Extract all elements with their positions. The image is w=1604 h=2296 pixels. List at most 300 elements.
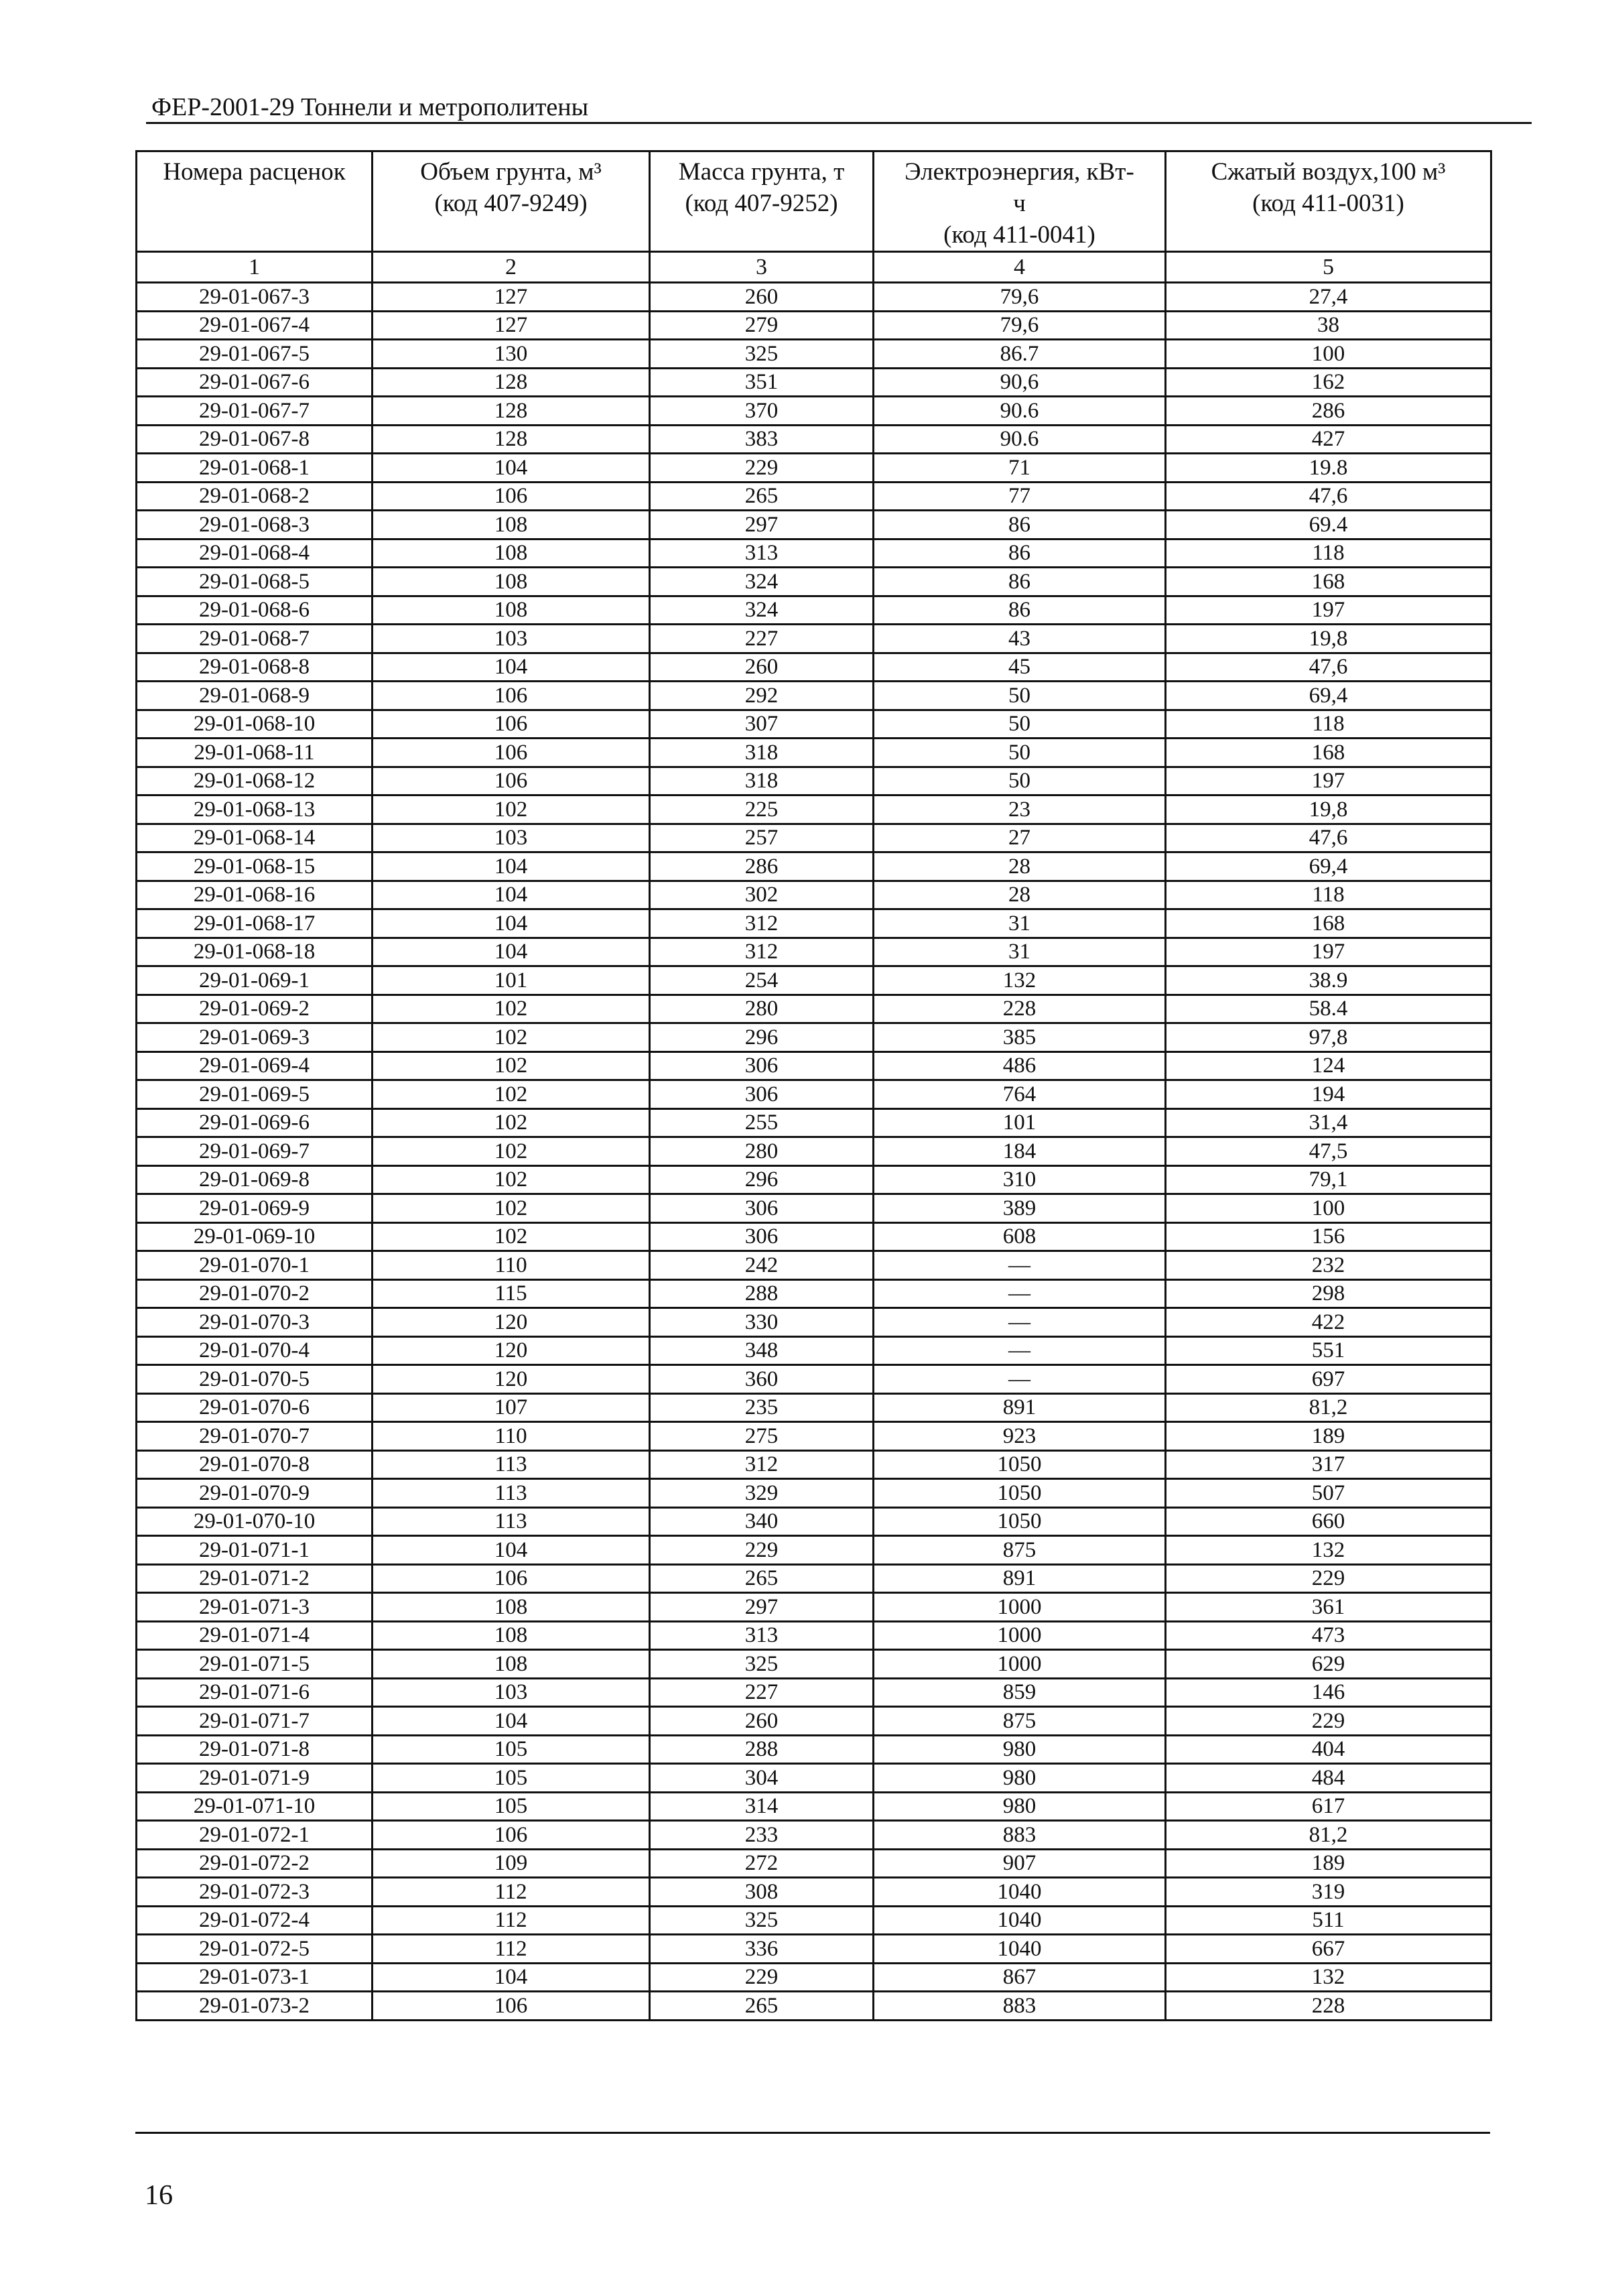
electricity-cell: 764 — [874, 1080, 1166, 1109]
soil-volume-cell: 102 — [373, 1194, 650, 1223]
compressed-air-cell: 100 — [1166, 1194, 1491, 1223]
table-row — [137, 1821, 1491, 1850]
table-row — [137, 682, 1491, 710]
table-row — [137, 397, 1491, 426]
electricity-cell: 86 — [874, 511, 1166, 539]
table-row — [137, 1393, 1491, 1422]
rate-number-cell: 29-01-069-1 — [137, 966, 373, 995]
table-body — [137, 283, 1491, 2021]
rate-number-cell: 29-01-068-17 — [137, 909, 373, 938]
soil-volume-cell: 110 — [373, 1251, 650, 1280]
rate-number-cell: 29-01-067-8 — [137, 425, 373, 454]
soil-volume-cell: 102 — [373, 1165, 650, 1194]
table-row — [137, 1678, 1491, 1707]
compressed-air-cell: 168 — [1166, 568, 1491, 596]
electricity-cell: 86 — [874, 568, 1166, 596]
table-row — [137, 1707, 1491, 1736]
column-header-soil-mass — [650, 151, 874, 252]
soil-mass-cell: 325 — [650, 1906, 874, 1935]
rate-number-cell: 29-01-070-7 — [137, 1422, 373, 1451]
soil-mass-cell: 313 — [650, 1621, 874, 1650]
soil-mass-cell: 275 — [650, 1422, 874, 1451]
table-row — [137, 340, 1491, 369]
electricity-cell: 923 — [874, 1422, 1166, 1451]
electricity-cell: 43 — [874, 625, 1166, 653]
table-row — [137, 1621, 1491, 1650]
table-row — [137, 596, 1491, 625]
electricity-cell: 1040 — [874, 1906, 1166, 1935]
soil-volume-cell: 127 — [373, 311, 650, 340]
compressed-air-cell: 19,8 — [1166, 795, 1491, 824]
compressed-air-cell: 189 — [1166, 1422, 1491, 1451]
table-row — [137, 1194, 1491, 1223]
table-row — [137, 1422, 1491, 1451]
column-header-electricity — [874, 151, 1166, 252]
soil-volume-cell: 112 — [373, 1906, 650, 1935]
soil-mass-cell: 370 — [650, 397, 874, 426]
soil-volume-cell: 106 — [373, 682, 650, 710]
soil-volume-cell: 102 — [373, 1051, 650, 1080]
soil-volume-cell: 105 — [373, 1735, 650, 1764]
rate-number-cell: 29-01-072-5 — [137, 1935, 373, 1964]
table-row — [137, 1650, 1491, 1679]
electricity-cell: 310 — [874, 1165, 1166, 1194]
rates-table — [135, 150, 1492, 2021]
soil-volume-cell: 104 — [373, 1536, 650, 1565]
table-row — [137, 1365, 1491, 1394]
compressed-air-cell: 286 — [1166, 397, 1491, 426]
rate-number-cell: 29-01-070-10 — [137, 1507, 373, 1536]
rate-number-cell: 29-01-068-10 — [137, 710, 373, 739]
soil-mass-cell: 330 — [650, 1308, 874, 1337]
electricity-cell: 980 — [874, 1764, 1166, 1793]
electricity-cell: 385 — [874, 1023, 1166, 1052]
compressed-air-cell: 629 — [1166, 1650, 1491, 1679]
soil-mass-cell: 348 — [650, 1336, 874, 1365]
soil-volume-cell: 104 — [373, 1707, 650, 1736]
soil-volume-cell: 102 — [373, 1137, 650, 1166]
table-row — [137, 1080, 1491, 1109]
compressed-air-cell: 118 — [1166, 539, 1491, 568]
soil-volume-cell: 104 — [373, 1963, 650, 1992]
electricity-cell: 45 — [874, 653, 1166, 682]
soil-volume-cell: 106 — [373, 767, 650, 795]
soil-volume-cell: 102 — [373, 1023, 650, 1052]
electricity-cell: — — [874, 1279, 1166, 1308]
electricity-cell: 86.7 — [874, 340, 1166, 369]
soil-volume-cell: 127 — [373, 283, 650, 312]
rate-number-cell: 29-01-067-4 — [137, 311, 373, 340]
compressed-air-cell: 19.8 — [1166, 454, 1491, 483]
table-row — [137, 425, 1491, 454]
column-number: 2 — [373, 252, 650, 283]
soil-mass-cell: 318 — [650, 767, 874, 795]
table-row — [137, 1878, 1491, 1907]
electricity-cell: 90.6 — [874, 397, 1166, 426]
soil-mass-cell: 227 — [650, 1678, 874, 1707]
soil-mass-cell: 257 — [650, 824, 874, 852]
electricity-cell: 883 — [874, 1992, 1166, 2021]
electricity-cell: 389 — [874, 1194, 1166, 1223]
column-header-line: Сжатый воздух,100 м³ — [1211, 158, 1446, 186]
table-row — [137, 739, 1491, 767]
soil-mass-cell: 306 — [650, 1051, 874, 1080]
electricity-cell: 891 — [874, 1564, 1166, 1593]
table-row — [137, 1222, 1491, 1251]
electricity-cell: 907 — [874, 1849, 1166, 1878]
electricity-cell: 1050 — [874, 1507, 1166, 1536]
compressed-air-cell: 132 — [1166, 1536, 1491, 1565]
rate-number-cell: 29-01-068-14 — [137, 824, 373, 852]
electricity-cell: 1050 — [874, 1479, 1166, 1508]
soil-volume-cell: 112 — [373, 1878, 650, 1907]
table-row — [137, 1735, 1491, 1764]
rate-number-cell: 29-01-067-7 — [137, 397, 373, 426]
rate-number-cell: 29-01-067-3 — [137, 283, 373, 312]
table-row — [137, 1137, 1491, 1166]
electricity-cell: 23 — [874, 795, 1166, 824]
soil-volume-cell: 106 — [373, 1564, 650, 1593]
rate-number-cell: 29-01-070-2 — [137, 1279, 373, 1308]
compressed-air-cell: 617 — [1166, 1792, 1491, 1821]
table-row — [137, 1479, 1491, 1508]
table-row — [137, 1564, 1491, 1593]
soil-volume-cell: 108 — [373, 511, 650, 539]
electricity-cell: 228 — [874, 995, 1166, 1023]
rate-number-cell: 29-01-068-3 — [137, 511, 373, 539]
soil-volume-cell: 104 — [373, 454, 650, 483]
soil-mass-cell: 324 — [650, 596, 874, 625]
page-number: 16 — [145, 2180, 173, 2211]
soil-mass-cell: 325 — [650, 340, 874, 369]
rate-number-cell: 29-01-068-13 — [137, 795, 373, 824]
compressed-air-cell: 79,1 — [1166, 1165, 1491, 1194]
soil-mass-cell: 229 — [650, 1536, 874, 1565]
table-row — [137, 1507, 1491, 1536]
rate-number-cell: 29-01-068-8 — [137, 653, 373, 682]
compressed-air-cell: 194 — [1166, 1080, 1491, 1109]
electricity-cell: 86 — [874, 539, 1166, 568]
soil-mass-cell: 312 — [650, 909, 874, 938]
electricity-cell: 1040 — [874, 1878, 1166, 1907]
soil-volume-cell: 108 — [373, 1650, 650, 1679]
table-row — [137, 1849, 1491, 1878]
rate-number-cell: 29-01-068-18 — [137, 938, 373, 966]
compressed-air-cell: 511 — [1166, 1906, 1491, 1935]
table-row — [137, 1992, 1491, 2021]
rate-number-cell: 29-01-069-6 — [137, 1108, 373, 1137]
compressed-air-cell: 189 — [1166, 1849, 1491, 1878]
soil-mass-cell: 336 — [650, 1935, 874, 1964]
soil-mass-cell: 302 — [650, 881, 874, 909]
rate-number-cell: 29-01-069-7 — [137, 1137, 373, 1166]
electricity-cell: — — [874, 1336, 1166, 1365]
soil-mass-cell: 304 — [650, 1764, 874, 1793]
rate-number-cell: 29-01-073-1 — [137, 1963, 373, 1992]
compressed-air-cell: 551 — [1166, 1336, 1491, 1365]
soil-volume-cell: 103 — [373, 824, 650, 852]
rate-number-cell: 29-01-070-6 — [137, 1393, 373, 1422]
table-row — [137, 881, 1491, 909]
rate-number-cell: 29-01-068-15 — [137, 852, 373, 881]
soil-mass-cell: 255 — [650, 1108, 874, 1137]
rate-number-cell: 29-01-069-5 — [137, 1080, 373, 1109]
compressed-air-cell: 168 — [1166, 909, 1491, 938]
compressed-air-cell: 118 — [1166, 710, 1491, 739]
table-row — [137, 767, 1491, 795]
soil-mass-cell: 340 — [650, 1507, 874, 1536]
table-row — [137, 311, 1491, 340]
soil-volume-cell: 102 — [373, 995, 650, 1023]
header-rule — [146, 122, 1532, 124]
compressed-air-cell: 229 — [1166, 1707, 1491, 1736]
soil-volume-cell: 102 — [373, 1080, 650, 1109]
compressed-air-cell: 81,2 — [1166, 1821, 1491, 1850]
table-row — [137, 511, 1491, 539]
soil-volume-cell: 128 — [373, 425, 650, 454]
rate-number-cell: 29-01-068-16 — [137, 881, 373, 909]
soil-volume-cell: 105 — [373, 1792, 650, 1821]
soil-mass-cell: 325 — [650, 1650, 874, 1679]
rate-number-cell: 29-01-070-5 — [137, 1365, 373, 1394]
column-header-line: Объем грунта, м³ — [420, 158, 602, 186]
compressed-air-cell: 427 — [1166, 425, 1491, 454]
electricity-cell: 859 — [874, 1678, 1166, 1707]
rate-number-cell: 29-01-071-1 — [137, 1536, 373, 1565]
soil-volume-cell: 102 — [373, 1222, 650, 1251]
soil-mass-cell: 306 — [650, 1194, 874, 1223]
rate-number-cell: 29-01-069-10 — [137, 1222, 373, 1251]
table-row — [137, 938, 1491, 966]
rate-number-cell: 29-01-071-2 — [137, 1564, 373, 1593]
table-bottom-rule — [135, 2132, 1490, 2134]
column-header-code: (код 411-0041) — [943, 221, 1095, 249]
soil-mass-cell: 351 — [650, 368, 874, 397]
rate-number-cell: 29-01-070-9 — [137, 1479, 373, 1508]
soil-mass-cell: 306 — [650, 1080, 874, 1109]
soil-mass-cell: 318 — [650, 739, 874, 767]
compressed-air-cell: 38 — [1166, 311, 1491, 340]
soil-volume-cell: 108 — [373, 1621, 650, 1650]
electricity-cell: 1050 — [874, 1450, 1166, 1479]
soil-volume-cell: 105 — [373, 1764, 650, 1793]
rate-number-cell: 29-01-068-1 — [137, 454, 373, 483]
table-row — [137, 653, 1491, 682]
soil-volume-cell: 113 — [373, 1479, 650, 1508]
column-number: 1 — [137, 252, 373, 283]
compressed-air-cell: 38.9 — [1166, 966, 1491, 995]
rate-number-cell: 29-01-068-11 — [137, 739, 373, 767]
soil-volume-cell: 110 — [373, 1422, 650, 1451]
soil-volume-cell: 104 — [373, 909, 650, 938]
compressed-air-cell: 124 — [1166, 1051, 1491, 1080]
soil-mass-cell: 229 — [650, 1963, 874, 1992]
electricity-cell: 79,6 — [874, 283, 1166, 312]
soil-mass-cell: 296 — [650, 1165, 874, 1194]
rate-number-cell: 29-01-068-12 — [137, 767, 373, 795]
table-row — [137, 1108, 1491, 1137]
electricity-cell: 50 — [874, 710, 1166, 739]
soil-mass-cell: 260 — [650, 283, 874, 312]
electricity-cell: 883 — [874, 1821, 1166, 1850]
soil-volume-cell: 120 — [373, 1336, 650, 1365]
rate-number-cell: 29-01-072-4 — [137, 1906, 373, 1935]
rate-number-cell: 29-01-069-4 — [137, 1051, 373, 1080]
rate-number-cell: 29-01-067-5 — [137, 340, 373, 369]
compressed-air-cell: 146 — [1166, 1678, 1491, 1707]
rate-number-cell: 29-01-072-3 — [137, 1878, 373, 1907]
soil-mass-cell: 297 — [650, 511, 874, 539]
soil-volume-cell: 104 — [373, 881, 650, 909]
compressed-air-cell: 156 — [1166, 1222, 1491, 1251]
column-number: 4 — [874, 252, 1166, 283]
electricity-cell: 50 — [874, 739, 1166, 767]
electricity-cell: 28 — [874, 852, 1166, 881]
soil-mass-cell: 312 — [650, 1450, 874, 1479]
rate-number-cell: 29-01-067-6 — [137, 368, 373, 397]
electricity-cell: 867 — [874, 1963, 1166, 1992]
soil-volume-cell: 102 — [373, 795, 650, 824]
electricity-cell: 27 — [874, 824, 1166, 852]
table-row — [137, 1251, 1491, 1280]
compressed-air-cell: 317 — [1166, 1450, 1491, 1479]
compressed-air-cell: 197 — [1166, 596, 1491, 625]
electricity-cell: 980 — [874, 1735, 1166, 1764]
soil-volume-cell: 120 — [373, 1365, 650, 1394]
soil-volume-cell: 113 — [373, 1507, 650, 1536]
soil-mass-cell: 265 — [650, 1564, 874, 1593]
column-header-line: Номера расценок — [163, 158, 346, 186]
electricity-cell: 1040 — [874, 1935, 1166, 1964]
table-row — [137, 1308, 1491, 1337]
table-row — [137, 1536, 1491, 1565]
soil-volume-cell: 104 — [373, 938, 650, 966]
soil-volume-cell: 128 — [373, 368, 650, 397]
soil-volume-cell: 101 — [373, 966, 650, 995]
electricity-cell: 875 — [874, 1536, 1166, 1565]
soil-mass-cell: 235 — [650, 1393, 874, 1422]
compressed-air-cell: 473 — [1166, 1621, 1491, 1650]
rate-number-cell: 29-01-073-2 — [137, 1992, 373, 2021]
soil-volume-cell: 113 — [373, 1450, 650, 1479]
electricity-cell: — — [874, 1308, 1166, 1337]
rate-number-cell: 29-01-070-8 — [137, 1450, 373, 1479]
compressed-air-cell: 69,4 — [1166, 682, 1491, 710]
column-header-soil-volume — [373, 151, 650, 252]
table-row — [137, 1792, 1491, 1821]
soil-mass-cell: 233 — [650, 1821, 874, 1850]
compressed-air-cell: 422 — [1166, 1308, 1491, 1337]
rate-number-cell: 29-01-070-4 — [137, 1336, 373, 1365]
column-header-code: (код 407-9252) — [685, 190, 838, 217]
rate-number-cell: 29-01-069-3 — [137, 1023, 373, 1052]
electricity-cell: 608 — [874, 1222, 1166, 1251]
electricity-cell: 891 — [874, 1393, 1166, 1422]
compressed-air-cell: 484 — [1166, 1764, 1491, 1793]
soil-mass-cell: 312 — [650, 938, 874, 966]
soil-volume-cell: 130 — [373, 340, 650, 369]
compressed-air-cell: 229 — [1166, 1564, 1491, 1593]
table-row — [137, 1935, 1491, 1964]
table-row — [137, 995, 1491, 1023]
soil-mass-cell: 227 — [650, 625, 874, 653]
compressed-air-cell: 162 — [1166, 368, 1491, 397]
compressed-air-cell: 47,6 — [1166, 653, 1491, 682]
column-header-code: (код 407-9249) — [434, 190, 588, 217]
soil-mass-cell: 288 — [650, 1735, 874, 1764]
column-header-rate-numbers — [137, 151, 373, 252]
compressed-air-cell: 97,8 — [1166, 1023, 1491, 1052]
soil-mass-cell: 260 — [650, 653, 874, 682]
table-row — [137, 283, 1491, 312]
electricity-cell: 980 — [874, 1792, 1166, 1821]
soil-mass-cell: 297 — [650, 1593, 874, 1622]
electricity-cell: 875 — [874, 1707, 1166, 1736]
soil-mass-cell: 280 — [650, 995, 874, 1023]
soil-mass-cell: 254 — [650, 966, 874, 995]
rate-number-cell: 29-01-068-7 — [137, 625, 373, 653]
table-row — [137, 710, 1491, 739]
soil-mass-cell: 360 — [650, 1365, 874, 1394]
rate-number-cell: 29-01-068-5 — [137, 568, 373, 596]
soil-mass-cell: 306 — [650, 1222, 874, 1251]
compressed-air-cell: 47,6 — [1166, 824, 1491, 852]
electricity-cell: 1000 — [874, 1593, 1166, 1622]
soil-mass-cell: 272 — [650, 1849, 874, 1878]
soil-mass-cell: 307 — [650, 710, 874, 739]
compressed-air-cell: 100 — [1166, 340, 1491, 369]
rate-number-cell: 29-01-069-9 — [137, 1194, 373, 1223]
soil-volume-cell: 103 — [373, 1678, 650, 1707]
table-row — [137, 909, 1491, 938]
table-row — [137, 568, 1491, 596]
electricity-cell: 1000 — [874, 1621, 1166, 1650]
electricity-cell: 77 — [874, 482, 1166, 511]
electricity-cell: 71 — [874, 454, 1166, 483]
running-header: ФЕР-2001-29 Тоннели и метрополитены — [151, 93, 589, 121]
compressed-air-cell: 118 — [1166, 881, 1491, 909]
soil-mass-cell: 286 — [650, 852, 874, 881]
electricity-cell: 50 — [874, 767, 1166, 795]
soil-volume-cell: 107 — [373, 1393, 650, 1422]
table-row — [137, 625, 1491, 653]
column-header-line: Масса грунта, т — [678, 158, 845, 186]
rate-number-cell: 29-01-072-1 — [137, 1821, 373, 1850]
table-row — [137, 539, 1491, 568]
column-header-code: (код 411-0031) — [1252, 190, 1404, 217]
soil-mass-cell: 288 — [650, 1279, 874, 1308]
electricity-cell: 486 — [874, 1051, 1166, 1080]
table-row — [137, 1336, 1491, 1365]
soil-volume-cell: 106 — [373, 1992, 650, 2021]
column-header-line: Электроэнергия, кВт- — [905, 158, 1134, 186]
soil-volume-cell: 106 — [373, 710, 650, 739]
electricity-cell: 86 — [874, 596, 1166, 625]
rate-number-cell: 29-01-071-3 — [137, 1593, 373, 1622]
column-header-line: ч — [1013, 190, 1026, 217]
electricity-cell: 31 — [874, 909, 1166, 938]
soil-volume-cell: 103 — [373, 625, 650, 653]
soil-mass-cell: 265 — [650, 1992, 874, 2021]
table-row — [137, 824, 1491, 852]
electricity-cell: — — [874, 1251, 1166, 1280]
rate-number-cell: 29-01-071-8 — [137, 1735, 373, 1764]
soil-volume-cell: 106 — [373, 739, 650, 767]
electricity-cell: 90.6 — [874, 425, 1166, 454]
table-row — [137, 1051, 1491, 1080]
soil-volume-cell: 108 — [373, 539, 650, 568]
rate-number-cell: 29-01-071-9 — [137, 1764, 373, 1793]
